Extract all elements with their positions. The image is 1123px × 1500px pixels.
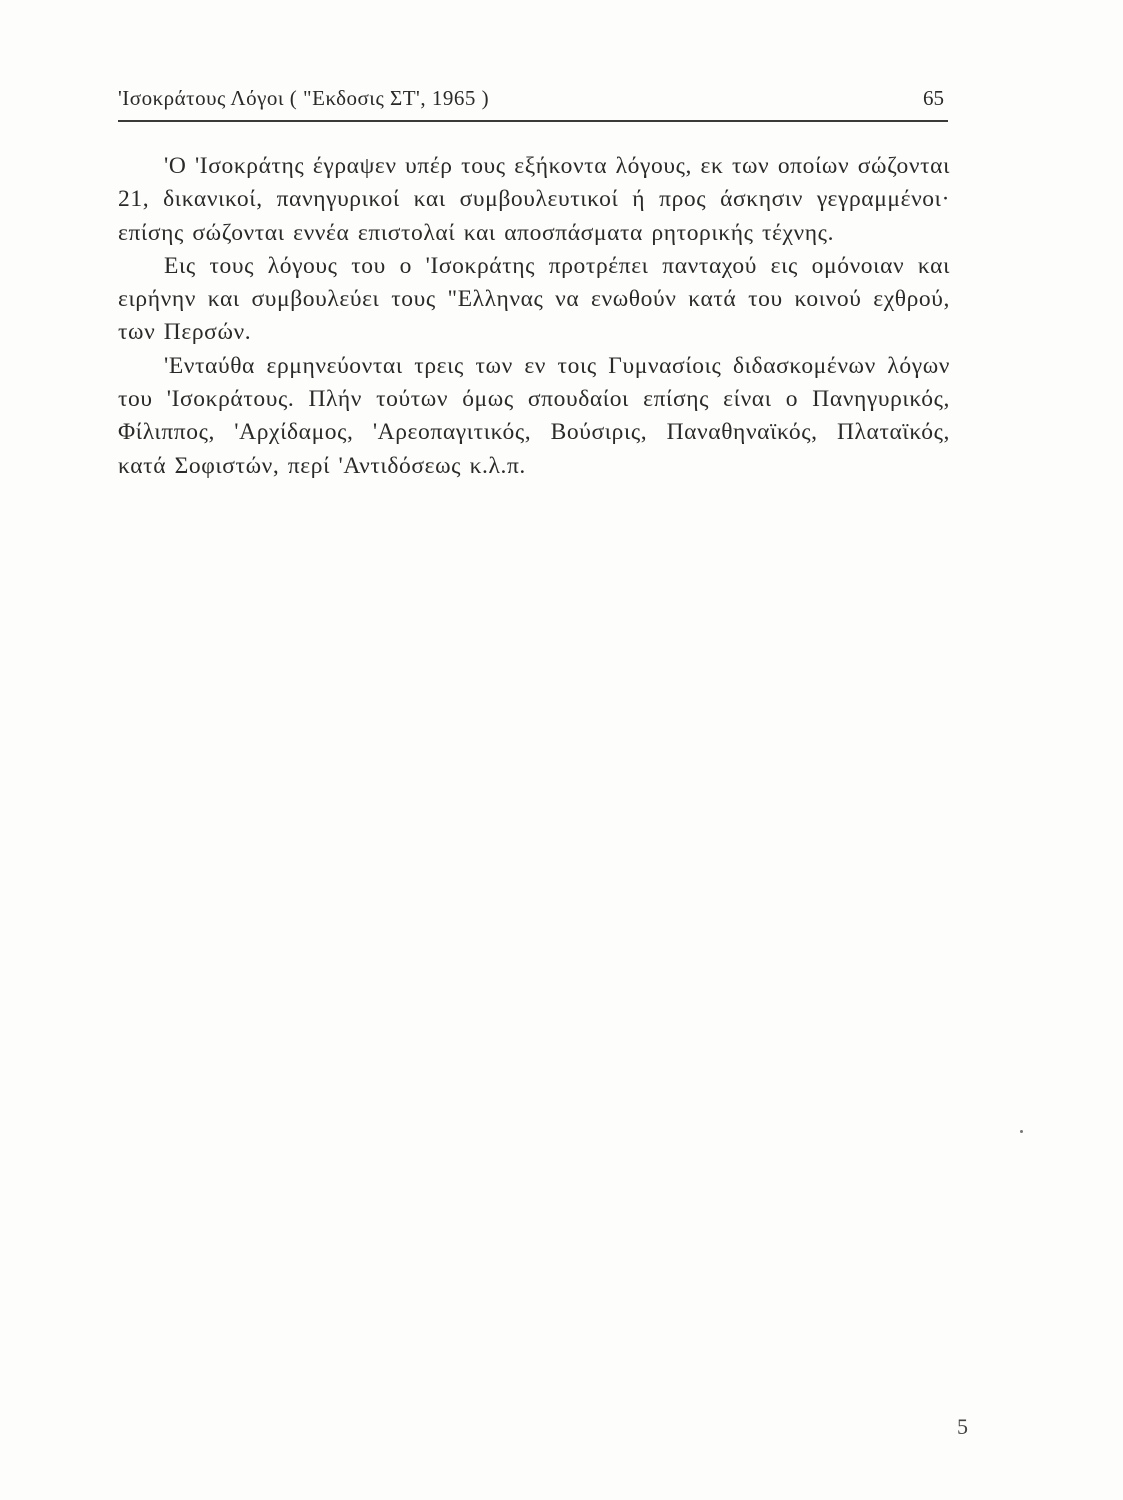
signature-number: 5 (957, 1414, 968, 1439)
page-header (118, 86, 948, 122)
paragraph-2: Εις τους λόγους του ο 'Ισοκράτης προτρέπει πανταχού εις ομόνοιαν και ειρήνην και συμβουλεύει τους "Ελληνας να ενωθούν κατά του κοινού εχθρού, των Περσών. (118, 252, 950, 346)
ink-speck (1020, 1130, 1023, 1133)
page-number: 65 (923, 86, 944, 110)
body-text (118, 150, 950, 483)
paragraph-3: 'Ενταύθα ερμηνεύονται τρεις των εν τοις Γυμνασίοις διδασκομένων λόγων του 'Ισοκράτους. Πλήν τούτων όμως σπουδαίοι επίσης είναι ο Πανηγυρικός, Φίλιππος, 'Αρχίδαμος, 'Αρεοπαγιτικός, Βούσιρις, Παναθηναϊκός, Πλαταϊκός, κατά Σοφιστών, περί 'Αντιδόσεως κ.λ.π. (118, 352, 950, 479)
paragraph-1: 'Ο 'Ισοκράτης έγραψεν υπέρ τους εξήκοντα λόγους, εκ των οποίων σώζονται 21, δικανικοί, πανηγυρικοί και συμβουλευτικοί ή προς άσκησιν γεγραμμένοι· επίσης σώζονται εννέα επιστολαί και αποσπάσματα ρητορικής τέχνης. (118, 153, 950, 246)
running-title: 'Ισοκράτους Λόγοι ( "Εκδοσις ΣΤ', 1965 ) (118, 86, 490, 110)
